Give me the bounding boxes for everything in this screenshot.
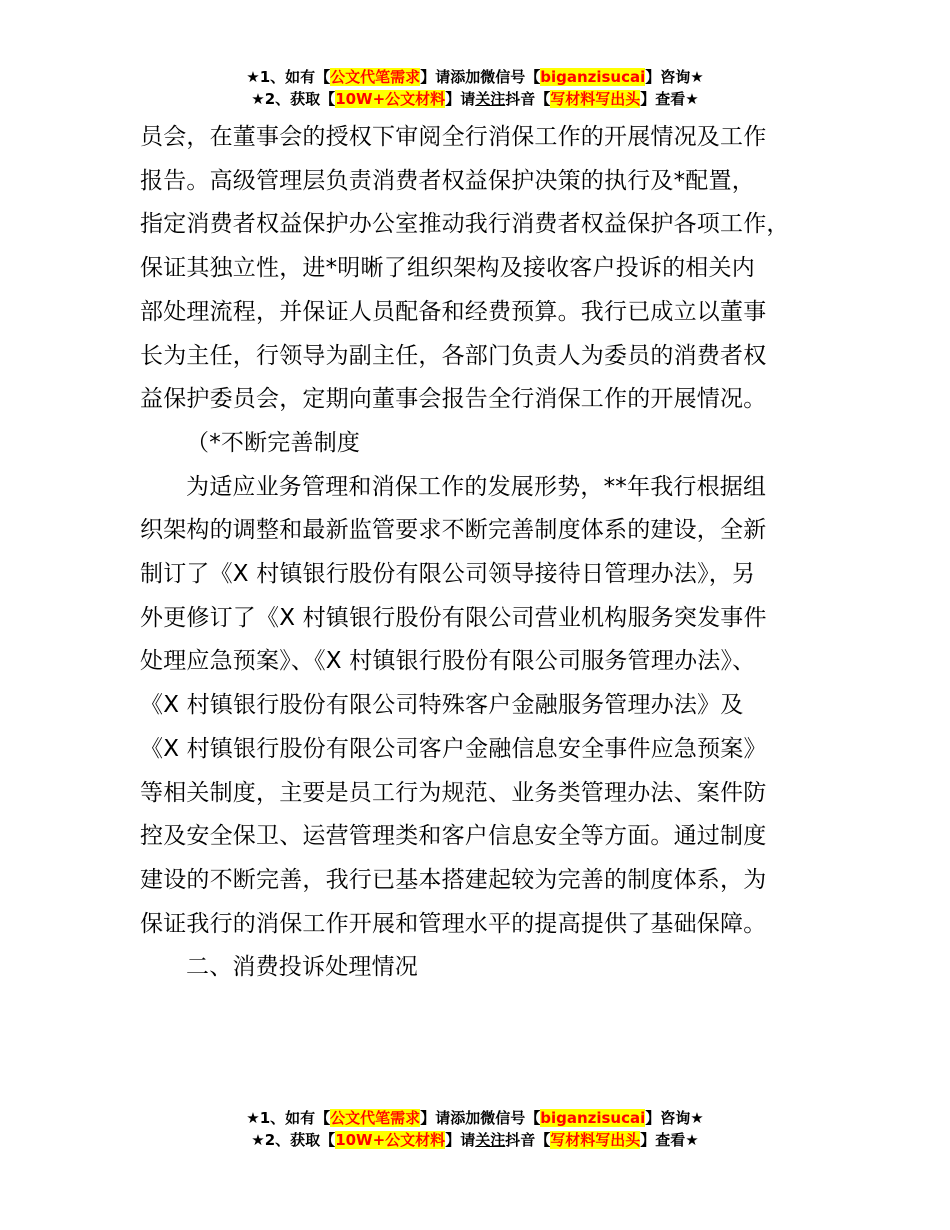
paragraph-line: 长为主任，行领导为副主任，各部门负责人为委员的消费者权	[140, 342, 767, 369]
banner-text: ★2、获取【	[251, 1131, 336, 1149]
paragraph-line: 保证我行的消保工作开展和管理水平的提高提供了基础保障。	[140, 910, 767, 937]
paragraph-line: 为适应业务管理和消保工作的发展形势，**年我行根据组	[186, 473, 767, 500]
banner-text: 】请	[445, 1131, 476, 1149]
paragraph-line: 处理应急预案》、《X 村镇银行股份有限公司服务管理办法》、	[140, 648, 756, 675]
banner-text: 】咨询★	[645, 1109, 704, 1127]
banner-underline: 关注	[475, 1131, 506, 1149]
document-body	[140, 116, 840, 990]
banner-highlight: 公文代笔需求	[330, 1109, 421, 1127]
banner-text: 】查看★	[640, 90, 699, 108]
banner-text: 】查看★	[640, 1131, 699, 1149]
banner-text: 】咨询★	[645, 68, 704, 86]
paragraph-line: 织架构的调整和最新监管要求不断完善制度体系的建设，全新	[140, 517, 767, 544]
paragraph-line: 益保护委员会，定期向董事会报告全行消保工作的开展情况。	[140, 386, 767, 413]
footer-banner	[0, 1107, 950, 1151]
banner-text: ★1、如有【	[246, 68, 331, 86]
banner-highlight: biganzisucai	[540, 1109, 646, 1127]
banner-line-1	[0, 66, 950, 88]
paragraph-line: 《X 村镇银行股份有限公司特殊客户金融服务管理办法》及	[140, 692, 744, 719]
paragraph-line: 建设的不断完善，我行已基本搭建起较为完善的制度体系，为	[140, 866, 767, 893]
paragraph-line: 《X 村镇银行股份有限公司客户金融信息安全事件应急预案》	[140, 735, 767, 762]
banner-line-2	[0, 1129, 950, 1151]
banner-text: 】请	[445, 90, 476, 108]
paragraph-line: 制订了《X 村镇银行股份有限公司领导接待日管理办法》，另	[140, 561, 756, 588]
banner-text: ★1、如有【	[246, 1109, 331, 1127]
banner-text: 】请添加微信号【	[420, 1109, 541, 1127]
banner-highlight: 写材料写出头	[550, 90, 641, 108]
header-banner	[0, 66, 950, 110]
banner-text: 抖音【	[505, 90, 551, 108]
paragraph-line: 控及安全保卫、运营管理类和客户信息安全等方面。通过制度	[140, 823, 767, 850]
banner-line-2	[0, 88, 950, 110]
paragraph-line: 报告。高级管理层负责消费者权益保护决策的执行及*配置，	[140, 167, 755, 194]
banner-highlight: biganzisucai	[540, 68, 646, 86]
paragraph-line: 外更修订了《X 村镇银行股份有限公司营业机构服务突发事件	[140, 604, 767, 631]
paragraph-line: 部处理流程，并保证人员配备和经费预算。我行已成立以董事	[140, 298, 767, 325]
banner-highlight: 10W+公文材料	[335, 1131, 446, 1149]
banner-text: 】请添加微信号【	[420, 68, 541, 86]
banner-line-1	[0, 1107, 950, 1129]
banner-text: 抖音【	[505, 1131, 551, 1149]
paragraph-line: 保证其独立性，进*明晰了组织架构及接收客户投诉的相关内	[140, 255, 755, 282]
section-heading: 二、消费投诉处理情况	[186, 954, 418, 981]
banner-highlight: 公文代笔需求	[330, 68, 421, 86]
banner-highlight: 10W+公文材料	[335, 90, 446, 108]
paragraph-line: 员会，在董事会的授权下审阅全行消保工作的开展情况及工作	[140, 124, 767, 150]
paragraph-line: 等相关制度，主要是员工行为规范、业务类管理办法、案件防	[140, 779, 767, 806]
paragraph-line: 指定消费者权益保护办公室推动我行消费者权益保护各项工作，	[140, 211, 790, 238]
banner-highlight: 写材料写出头	[550, 1131, 641, 1149]
section-heading: （*不断完善制度	[186, 429, 361, 456]
banner-text: ★2、获取【	[251, 90, 336, 108]
banner-underline: 关注	[475, 90, 506, 108]
